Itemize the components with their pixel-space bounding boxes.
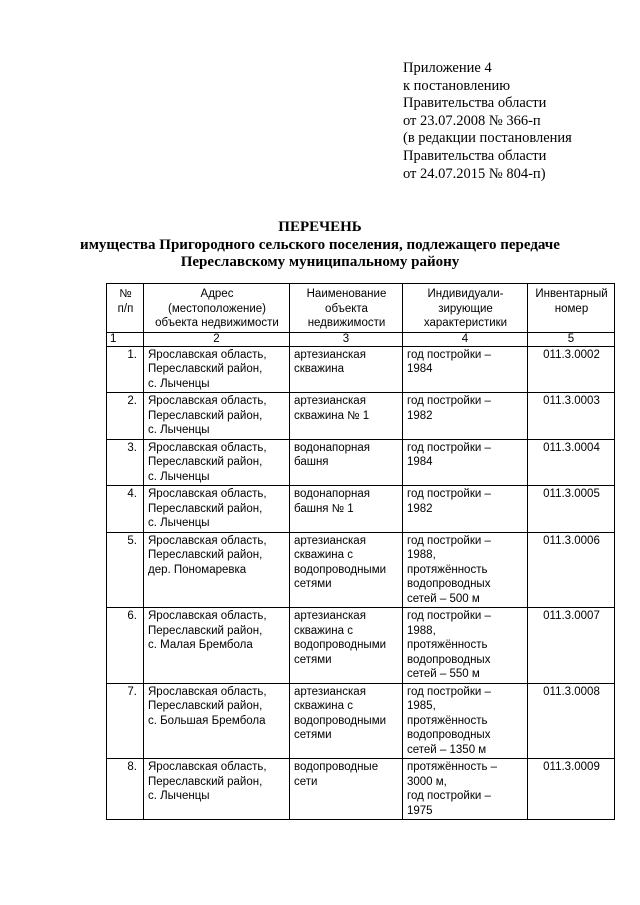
header-row [107,284,615,333]
cell-address [144,346,290,393]
address-line: с. Лыченцы [148,424,210,436]
header-line: Адрес [200,288,234,300]
name-line: артезианская [294,610,366,622]
characteristics-line: год постройки – [407,441,491,454]
document-title [0,219,640,272]
address-line: Ярославская область, [148,441,267,454]
table-header [107,284,615,347]
name-line: скважина с [294,700,353,712]
address-line: с. Лыченцы [148,377,210,390]
row-number: 6. [107,608,144,684]
characteristics-line: год постройки – [407,685,491,698]
row-number: 2. [107,393,144,440]
row-number: 3. [107,439,144,486]
header-line: Индивидуали- [427,288,504,300]
column-number: 1 [107,332,144,346]
address-line: Переславский район, [148,409,263,422]
address-line: Переславский район, [148,624,263,637]
cell-name [290,759,403,820]
characteristics-line: сетей – 1350 м [407,743,487,756]
title-heading: ПЕРЕЧЕНЬ [278,219,362,235]
address-line: с. Лыченцы [148,517,210,529]
table-row [107,439,615,486]
cell-inventory-number: 011.3.0007 [528,608,615,684]
appendix-line: Правительства области [403,95,547,112]
name-line: башня № 1 [294,502,354,515]
row-number: 7. [107,683,144,759]
table-row [107,759,615,820]
header-line: объекта [325,302,368,315]
table-row [107,683,615,759]
characteristics-line: водопроводных [407,729,491,741]
cell-address [144,608,290,684]
characteristics-line: 1988, [407,549,436,561]
characteristics-line: сетей – 500 м [407,592,480,605]
appendix-note [403,60,572,183]
header-line: характеристики [423,317,508,329]
cell-characteristics [403,439,528,486]
name-line: водопроводными [294,639,387,651]
cell-inventory-number: 011.3.0008 [528,683,615,759]
cell-address [144,439,290,486]
name-line: башня [294,456,329,468]
cell-address [144,486,290,533]
cell-address [144,759,290,820]
appendix-line: от 24.07.2015 № 804-п) [403,165,546,182]
cell-characteristics [403,532,528,608]
cell-inventory-number: 011.3.0009 [528,759,615,820]
name-line: артезианская [294,395,366,407]
characteristics-line: протяжённость [407,714,488,727]
row-number: 8. [107,759,144,820]
cell-characteristics [403,759,528,820]
title-line-2: Переславскому муниципальному району [180,254,460,270]
table-row [107,393,615,440]
characteristics-line: 1975 [407,804,433,817]
cell-name [290,439,403,486]
cell-address [144,532,290,608]
cell-inventory-number: 011.3.0002 [528,346,615,393]
cell-inventory-number: 011.3.0005 [528,486,615,533]
characteristics-line: год постройки – [407,534,491,547]
name-line: артезианская [294,685,366,698]
cell-inventory-number: 011.3.0003 [528,393,615,440]
header-line: зирующие [438,302,493,315]
address-line: с. Малая Брембола [148,639,253,651]
characteristics-line: 3000 м, [407,775,447,788]
cell-characteristics [403,346,528,393]
table-body [107,346,615,820]
characteristics-line: водопроводных [407,578,491,590]
table-row [107,532,615,608]
characteristics-line: 1985, [407,700,436,712]
characteristics-line: год постройки – [407,395,491,407]
header-line: № [119,288,132,300]
name-line: скважина с [294,549,353,561]
characteristics-line: 1984 [407,456,433,468]
address-line: Переславский район, [148,363,263,375]
header-characteristics [403,284,528,333]
name-line: сетями [294,653,332,666]
address-line: Ярославская область, [148,534,267,547]
appendix-line: (в редакции постановления [403,130,572,147]
name-line: сети [294,775,318,788]
characteristics-line: 1982 [407,502,433,515]
cell-characteristics [403,683,528,759]
characteristics-line: год постройки – [407,348,491,361]
address-line: Переславский район, [148,456,263,468]
property-table [106,283,615,820]
table-row [107,346,615,393]
characteristics-line: год постройки – [407,610,491,622]
appendix-line: от 23.07.2008 № 366-п [403,112,541,129]
characteristics-line: протяжённость – [407,761,498,773]
address-line: с. Большая Брембола [148,714,266,727]
address-line: Ярославская область, [148,348,267,361]
characteristics-line: сетей – 550 м [407,668,480,680]
header-line: Инвентарный [535,288,608,300]
name-line: водопроводные [294,761,379,773]
header-number [107,284,144,333]
address-line: с. Лыченцы [148,790,210,802]
address-line: Переславский район, [148,775,263,788]
row-number: 4. [107,486,144,533]
cell-inventory-number: 011.3.0004 [528,439,615,486]
name-line: артезианская [294,534,366,547]
header-line: объекта недвижимости [155,317,279,329]
address-line: с. Лыченцы [148,470,210,483]
address-line: Переславский район, [148,549,263,561]
name-line: сетями [294,729,332,741]
name-line: скважина [294,363,345,375]
characteristics-line: 1988, [407,624,436,637]
cell-name [290,532,403,608]
appendix-line: Правительства области [403,147,547,164]
characteristics-line: протяжённость [407,639,488,651]
title-line-1: имущества Пригородного сельского поселения, подлежащего передаче [80,236,560,253]
address-line: Ярославская область, [148,685,267,698]
address-line: дер. Пономаревка [148,563,247,576]
column-number: 5 [528,332,615,346]
name-line: скважина № 1 [294,409,370,422]
header-name [290,284,403,333]
row-number: 5. [107,532,144,608]
characteristics-line: год постройки – [407,790,491,802]
name-line: сетями [294,578,332,590]
name-line: водопроводными [294,563,387,576]
header-inventory [528,284,615,333]
name-line: скважина с [294,624,353,637]
column-number: 2 [144,332,290,346]
header-line: п/п [117,302,134,315]
column-number-row [107,332,615,346]
cell-name [290,683,403,759]
address-line: Ярославская область, [148,610,267,622]
appendix-line: Приложение 4 [403,60,492,76]
address-line: Ярославская область, [148,488,267,500]
cell-characteristics [403,486,528,533]
name-line: водонапорная [294,488,370,500]
table-row [107,486,615,533]
cell-name [290,486,403,533]
column-number: 4 [403,332,528,346]
cell-characteristics [403,608,528,684]
header-line: Наименование [306,288,387,300]
cell-characteristics [403,393,528,440]
characteristics-line: 1984 [407,363,433,375]
appendix-line: к постановлению [403,77,511,94]
cell-name [290,346,403,393]
header-line: недвижимости [307,317,386,329]
name-line: водопроводными [294,714,387,727]
cell-inventory-number: 011.3.0006 [528,532,615,608]
header-line: (местоположение) [168,302,266,315]
address-line: Переславский район, [148,700,263,712]
cell-name [290,393,403,440]
address-line: Ярославская область, [148,395,267,407]
address-line: Переславский район, [148,502,263,515]
characteristics-line: год постройки – [407,488,491,500]
name-line: артезианская [294,348,366,361]
cell-address [144,683,290,759]
address-line: Ярославская область, [148,761,267,773]
cell-address [144,393,290,440]
characteristics-line: водопроводных [407,653,491,666]
row-number: 1. [107,346,144,393]
characteristics-line: протяжённость [407,563,488,576]
name-line: водонапорная [294,441,370,454]
header-address [144,284,290,333]
column-number: 3 [290,332,403,346]
header-line: номер [554,302,589,315]
cell-name [290,608,403,684]
characteristics-line: 1982 [407,409,433,422]
table-row [107,608,615,684]
